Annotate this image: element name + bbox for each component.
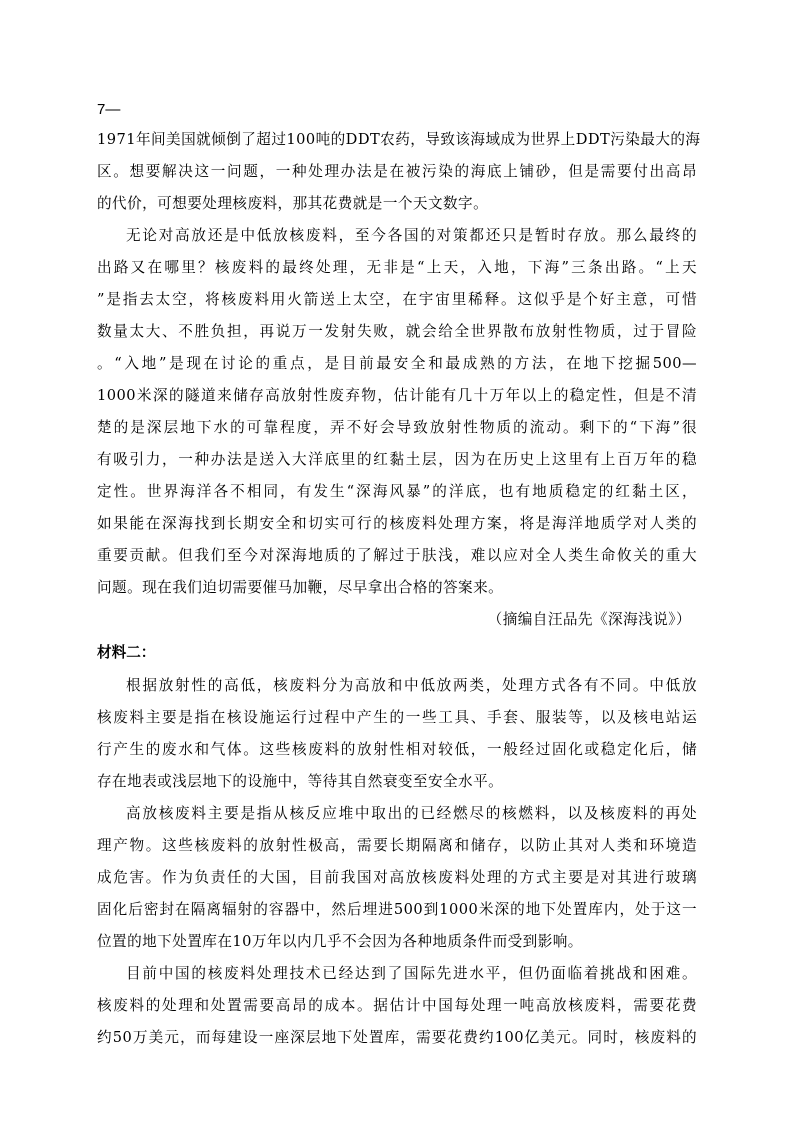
- text-line: 数量太大、不胜负担，再说万一发射失败，就会给全世界散布放射性物质，过于冒险: [97, 323, 697, 340]
- text-line: 核废料的处理和处置需要高昂的成本。据估计中国每处理一吨高放核废料，需要花费: [97, 997, 697, 1014]
- text-line: 无论对高放还是中低放核废料，至今各国的对策都还只是暂时存放。那么最终的: [126, 227, 697, 244]
- text-line: 成危害。作为负责任的大国，目前我国对高放核废料处理的方式主要是对其进行玻璃: [97, 869, 697, 886]
- text-line: 重要贡献。但我们至今对深海地质的了解过于肤浅，难以应对全人类生命攸关的重大: [97, 547, 697, 564]
- text-line: 行产生的废水和气体。这些核废料的放射性相对较低，一般经过固化或稳定化后，储: [97, 741, 697, 758]
- text-line: 定性。世界海洋各不相同，有发生“深海风暴”的洋底，也有地质稳定的红黏土区，: [97, 483, 697, 500]
- text-line: 。“入地”是现在讨论的重点，是目前最安全和最成熟的方法，在地下挖掘500—: [97, 355, 697, 372]
- text-line: 目前中国的核废料处理技术已经达到了国际先进水平，但仍面临着挑战和困难。: [126, 965, 697, 982]
- text-line: 约50万美元，而每建设一座深层地下处置库，需要花费约100亿美元。同时，核废料的: [97, 1029, 697, 1046]
- text-line: 楚的是深层地下水的可靠程度，弄不好会导致放射性物质的流动。剩下的“下海”很: [97, 419, 697, 436]
- text-line: 1000米深的隧道来储存高放射性废弃物，估计能有几十万年以上的稳定性，但是不清: [97, 387, 697, 404]
- section-heading: 材料二：: [97, 644, 156, 661]
- text-line: 核废料主要是指在核设施运行过程中产生的一些工具、手套、服装等，以及核电站运: [97, 709, 697, 726]
- document-page: [97, 96, 701, 1054]
- text-line: 如果能在深海找到长期安全和切实可行的核废料处理方案，将是海洋地质学对人类的: [97, 515, 697, 532]
- text-line: 有吸引力，一种办法是送入大洋底里的红黏土层，因为在历史上这里有上百万年的稳: [97, 451, 697, 468]
- text-line: 存在地表或浅层地下的设施中，等待其自然衰变至安全水平。: [97, 773, 504, 790]
- text-line: 理产物。这些核废料的放射性极高，需要长期隔离和储存，以防止其对人类和环境造: [97, 837, 697, 854]
- page-number: 7—: [97, 101, 121, 118]
- text-line: 位置的地下处置库在10万年以内几乎不会因为各种地质条件而受到影响。: [97, 933, 583, 950]
- text-line: ”是指去太空，将核废料用火箭送上太空，在宇宙里稀释。这似乎是个好主意，可惜: [97, 291, 697, 308]
- text-line: 根据放射性的高低，核废料分为高放和中低放两类，处理方式各有不同。中低放: [126, 677, 697, 694]
- text-line: 高放核废料主要是指从核反应堆中取出的已经燃尽的核燃料，以及核废料的再处: [126, 805, 697, 822]
- text-line: 1971年间美国就倾倒了超过100吨的DDT农药，导致该海域成为世界上DDT污染最大的海: [97, 131, 701, 148]
- source-note: （摘编自汪品先《深海浅说》）: [487, 611, 691, 628]
- text-line: 问题。现在我们迫切需要催马加鞭，尽早拿出合格的答案来。: [97, 579, 504, 596]
- text-line: 的代价，可想要处理核废料，那其花费就是一个天文数字。: [97, 195, 489, 212]
- text-line: 出路又在哪里？核废料的最终处理，无非是“上天，入地，下海”三条出路。“上天: [97, 259, 697, 276]
- text-line: 固化后密封在隔离辐射的容器中，然后埋进500到1000米深的地下处置库内，处于这一: [97, 901, 697, 918]
- text-line: 区。想要解决这一问题，一种处理办法是在被污染的海底上铺砂，但是需要付出高昂: [97, 163, 697, 180]
